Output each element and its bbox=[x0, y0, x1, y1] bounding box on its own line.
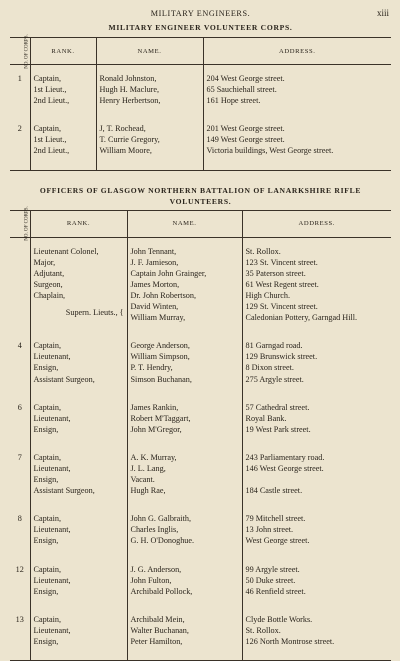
spacer-cell bbox=[242, 435, 391, 452]
spacer-cell bbox=[242, 547, 391, 564]
corps-number bbox=[10, 95, 30, 106]
address-cell: 146 West George street. bbox=[242, 463, 391, 474]
table-row bbox=[10, 374, 391, 385]
corps-number bbox=[10, 134, 30, 145]
rank-cell: Ensign, bbox=[30, 362, 127, 373]
address-cell: 79 Mitchell street. bbox=[242, 513, 391, 524]
corps-number: 2 bbox=[17, 124, 22, 134]
spacer-cell bbox=[10, 323, 30, 340]
address-cell: Clyde Bottle Works. bbox=[242, 614, 391, 625]
spacer-cell bbox=[96, 157, 203, 171]
table-row bbox=[10, 625, 391, 636]
corps-number bbox=[10, 474, 30, 485]
rank-cell bbox=[30, 301, 127, 323]
corps-number: 7 bbox=[17, 452, 22, 462]
spacer-cell bbox=[10, 106, 30, 123]
name-cell: T. Currie Gregory, bbox=[96, 134, 203, 145]
rank-cell: Assistant Surgeon, bbox=[30, 485, 127, 496]
address-cell: Royal Bank. bbox=[242, 413, 391, 424]
address-cell: 8 Dixon street. bbox=[242, 362, 391, 373]
address-cell: 161 Hope street. bbox=[203, 95, 391, 106]
corps-number bbox=[10, 586, 30, 597]
corps-number bbox=[10, 145, 30, 156]
spacer-cell bbox=[10, 547, 30, 564]
spacer-row bbox=[10, 157, 391, 171]
address-cell: St. Rollox. bbox=[242, 246, 391, 257]
spacer-cell bbox=[127, 385, 242, 402]
spacer-cell bbox=[127, 435, 242, 452]
page-number: xiii bbox=[376, 8, 389, 18]
column-header-no: NO. OF CORPS. bbox=[10, 38, 30, 65]
spacer-cell bbox=[10, 435, 30, 452]
rank-cell: Ensign, bbox=[30, 474, 127, 485]
name-cell: Hugh H. Maclure, bbox=[96, 84, 203, 95]
rank-cell: Ensign, bbox=[30, 535, 127, 546]
corps-number: 6 bbox=[17, 402, 22, 412]
name-cell: P. T. Hendry, bbox=[127, 362, 242, 373]
table-row bbox=[10, 301, 391, 312]
rank-cell: 2nd Lieut., bbox=[30, 145, 96, 156]
rank-cell: Ensign, bbox=[30, 586, 127, 597]
spacer-row bbox=[10, 385, 391, 402]
spacer-cell bbox=[203, 106, 391, 123]
address-cell: 126 North Montrose street. bbox=[242, 636, 391, 647]
rank-cell: Lieutenant, bbox=[30, 351, 127, 362]
spacer-cell bbox=[30, 647, 127, 661]
name-cell: John Tennant, bbox=[127, 246, 242, 257]
rank-cell: Captain, bbox=[30, 614, 127, 625]
spacer-cell bbox=[242, 597, 391, 614]
corps-number bbox=[10, 535, 30, 546]
name-cell: Simson Buchanan, bbox=[127, 374, 242, 385]
rank-cell: Lieutenant, bbox=[30, 463, 127, 474]
spacer-cell bbox=[203, 65, 391, 74]
address-cell bbox=[242, 474, 391, 485]
corps-number bbox=[10, 84, 30, 95]
name-cell: William Moore, bbox=[96, 145, 203, 156]
name-cell: William Murray, bbox=[127, 312, 242, 323]
address-cell: 57 Cathedral street. bbox=[242, 402, 391, 413]
rank-cell: Captain, bbox=[30, 513, 127, 524]
spacer-row bbox=[10, 435, 391, 452]
rank-cell: Chaplain, bbox=[30, 290, 127, 301]
rank-cell: Major, bbox=[30, 257, 127, 268]
address-cell: 201 West George street. bbox=[203, 123, 391, 134]
spacer-row bbox=[10, 597, 391, 614]
corps-number: 1 bbox=[17, 74, 22, 83]
spacer-cell bbox=[30, 385, 127, 402]
rank-cell: Captain, bbox=[30, 402, 127, 413]
spacer-cell bbox=[242, 385, 391, 402]
table-row bbox=[10, 485, 391, 496]
name-cell: John Fulton, bbox=[127, 575, 242, 586]
table-row bbox=[10, 424, 391, 435]
rank-cell: 2nd Lieut., bbox=[30, 95, 96, 106]
name-cell: Walter Buchanan, bbox=[127, 625, 242, 636]
spacer-cell bbox=[242, 496, 391, 513]
table-row bbox=[10, 145, 391, 156]
spacer-cell bbox=[242, 237, 391, 246]
name-cell: Captain John Grainger, bbox=[127, 268, 242, 279]
rank-cell: Captain, bbox=[30, 73, 96, 84]
address-cell: 19 West Park street. bbox=[242, 424, 391, 435]
table-row bbox=[10, 614, 391, 625]
address-cell: 61 West Regent street. bbox=[242, 279, 391, 290]
address-cell: 99 Argyle street. bbox=[242, 564, 391, 575]
spacer-cell bbox=[127, 323, 242, 340]
rank-cell: 1st Lieut., bbox=[30, 84, 96, 95]
name-cell: J. L. Lang, bbox=[127, 463, 242, 474]
spacer-row bbox=[10, 323, 391, 340]
corps-number: 8 bbox=[17, 514, 22, 524]
corps-number bbox=[10, 424, 30, 435]
rank-cell: Adjutant, bbox=[30, 268, 127, 279]
table-header-row bbox=[10, 38, 391, 65]
table-row bbox=[10, 84, 391, 95]
corps-number bbox=[10, 374, 30, 385]
table-row bbox=[10, 474, 391, 485]
address-cell: Victoria buildings, West George street. bbox=[203, 145, 391, 156]
table-row bbox=[10, 257, 391, 268]
spacer-cell bbox=[96, 106, 203, 123]
corps-number bbox=[10, 463, 30, 474]
table-row bbox=[10, 535, 391, 546]
table-row bbox=[10, 564, 391, 575]
address-cell: St. Rollox. bbox=[242, 625, 391, 636]
name-cell: William Simpson, bbox=[127, 351, 242, 362]
running-head bbox=[10, 0, 391, 20]
table-row bbox=[10, 73, 391, 84]
spacer-cell bbox=[127, 647, 242, 661]
corps-number: 4 bbox=[17, 341, 22, 351]
address-cell: Caledonian Pottery, Garngad Hill. bbox=[242, 312, 391, 323]
address-cell: 204 West George street. bbox=[203, 73, 391, 84]
name-cell: Archibald Pollock, bbox=[127, 586, 242, 597]
spacer-cell bbox=[30, 496, 127, 513]
name-cell: James Rankin, bbox=[127, 402, 242, 413]
table-header-row bbox=[10, 210, 391, 237]
address-cell: 35 Paterson street. bbox=[242, 268, 391, 279]
corps-number: 13 bbox=[15, 614, 24, 624]
column-header-name: NAME. bbox=[96, 38, 203, 65]
spacer-cell bbox=[30, 106, 96, 123]
corps-number bbox=[10, 575, 30, 586]
corps-number bbox=[10, 246, 30, 257]
table-row bbox=[10, 413, 391, 424]
table-row bbox=[10, 524, 391, 535]
corps-number bbox=[10, 279, 30, 290]
address-cell: 149 West George street. bbox=[203, 134, 391, 145]
spacer-row bbox=[10, 106, 391, 123]
spacer-row bbox=[10, 65, 391, 74]
spacer-cell bbox=[127, 496, 242, 513]
spacer-cell bbox=[10, 597, 30, 614]
spacer-cell bbox=[242, 647, 391, 661]
spacer-cell bbox=[30, 65, 96, 74]
rank-cell: Lieutenant, bbox=[30, 625, 127, 636]
name-cell: Hugh Rae, bbox=[127, 485, 242, 496]
corps-number: 12 bbox=[15, 564, 24, 574]
address-cell: 81 Garngad road. bbox=[242, 340, 391, 351]
running-title: MILITARY ENGINEERS. bbox=[150, 9, 251, 18]
name-cell: Vacant. bbox=[127, 474, 242, 485]
rank-cell: 1st Lieut., bbox=[30, 134, 96, 145]
spacer-cell bbox=[96, 65, 203, 74]
corps-number bbox=[10, 257, 30, 268]
rank-cell: Ensign, bbox=[30, 636, 127, 647]
name-cell: Charles Inglis, bbox=[127, 524, 242, 535]
table-row bbox=[10, 362, 391, 373]
corps-number bbox=[10, 625, 30, 636]
table-row bbox=[10, 134, 391, 145]
column-header-name: NAME. bbox=[127, 210, 242, 237]
rank-cell: Captain, bbox=[30, 452, 127, 463]
spacer-row bbox=[10, 237, 391, 246]
spacer-cell bbox=[127, 237, 242, 246]
section2-title-line2: VOLUNTEERS. bbox=[169, 196, 232, 206]
spacer-cell bbox=[10, 647, 30, 661]
address-cell: High Church. bbox=[242, 290, 391, 301]
table-row bbox=[10, 340, 391, 351]
spacer-cell bbox=[203, 157, 391, 171]
corps-number bbox=[10, 413, 30, 424]
address-cell: 129 Brunswick street. bbox=[242, 351, 391, 362]
address-cell: West George street. bbox=[242, 535, 391, 546]
rank-cell: Captain, bbox=[30, 340, 127, 351]
column-header-no: NO. OF CORPS. bbox=[10, 210, 30, 237]
corps-number bbox=[10, 290, 30, 301]
spacer-cell bbox=[242, 323, 391, 340]
name-cell: Peter Hamilton, bbox=[127, 636, 242, 647]
name-cell: A. K. Murray, bbox=[127, 452, 242, 463]
column-header-address: ADDRESS. bbox=[242, 210, 391, 237]
name-cell: John M'Gregor, bbox=[127, 424, 242, 435]
corps-number bbox=[10, 485, 30, 496]
rank-cell: Surgeon, bbox=[30, 279, 127, 290]
table-row bbox=[10, 95, 391, 106]
name-cell: Dr. John Robertson, bbox=[127, 290, 242, 301]
spacer-cell bbox=[127, 597, 242, 614]
rank-cell: Captain, bbox=[30, 123, 96, 134]
rank-cell: Lieutenant, bbox=[30, 575, 127, 586]
spacer-cell bbox=[30, 547, 127, 564]
column-header-rank: RANK. bbox=[30, 38, 96, 65]
column-header-address: ADDRESS. bbox=[203, 38, 391, 65]
address-cell: 123 St. Vincent street. bbox=[242, 257, 391, 268]
name-cell: J. F. Jamieson, bbox=[127, 257, 242, 268]
spacer-row bbox=[10, 496, 391, 513]
corps-number bbox=[10, 301, 30, 312]
spacer-cell bbox=[30, 597, 127, 614]
table-row bbox=[10, 268, 391, 279]
corps-number bbox=[10, 312, 30, 323]
name-cell: J. G. Anderson, bbox=[127, 564, 242, 575]
spacer-cell bbox=[10, 385, 30, 402]
brace-symbol: { bbox=[119, 307, 124, 317]
rank-cell: Lieutenant, bbox=[30, 413, 127, 424]
section1-title: MILITARY ENGINEER VOLUNTEER CORPS. bbox=[108, 23, 293, 32]
name-cell: John G. Galbraith, bbox=[127, 513, 242, 524]
address-cell: 184 Castle street. bbox=[242, 485, 391, 496]
corps-number bbox=[10, 362, 30, 373]
engineer-corps-rows bbox=[10, 65, 391, 171]
address-cell: 50 Duke street. bbox=[242, 575, 391, 586]
name-cell: Henry Herbertson, bbox=[96, 95, 203, 106]
table-row bbox=[10, 290, 391, 301]
column-header-rank: RANK. bbox=[30, 210, 127, 237]
spacer-cell bbox=[30, 435, 127, 452]
name-cell: George Anderson, bbox=[127, 340, 242, 351]
rifle-volunteers-table bbox=[10, 206, 391, 661]
corps-number bbox=[10, 351, 30, 362]
address-cell: 243 Parliamentary road. bbox=[242, 452, 391, 463]
rank-cell: Ensign, bbox=[30, 424, 127, 435]
name-cell: G. H. O'Donoghue. bbox=[127, 535, 242, 546]
name-cell: Ronald Johnston, bbox=[96, 73, 203, 84]
corps-number bbox=[10, 524, 30, 535]
name-cell: Robert M'Taggart, bbox=[127, 413, 242, 424]
name-cell: James Morton, bbox=[127, 279, 242, 290]
address-cell: 275 Argyle street. bbox=[242, 374, 391, 385]
name-cell: Archibald Mein, bbox=[127, 614, 242, 625]
table-row bbox=[10, 351, 391, 362]
spacer-row bbox=[10, 547, 391, 564]
address-cell: 46 Renfield street. bbox=[242, 586, 391, 597]
spacer-cell bbox=[30, 237, 127, 246]
rifle-volunteers-rows bbox=[10, 237, 391, 661]
section2-title-line1: OFFICERS OF GLASGOW NORTHERN BATTALION OF LANARKSHIRE RIFLE bbox=[39, 185, 362, 195]
table-row bbox=[10, 636, 391, 647]
table-row bbox=[10, 463, 391, 474]
rank-cell: Assistant Surgeon, bbox=[30, 374, 127, 385]
table-row bbox=[10, 575, 391, 586]
rank-cell: Lieutenant Colonel, bbox=[30, 246, 127, 257]
supern-lieuts-label: Supern. Lieuts., bbox=[65, 307, 118, 317]
table-row bbox=[10, 123, 391, 134]
table-row bbox=[10, 279, 391, 290]
corps-number bbox=[10, 636, 30, 647]
table-row bbox=[10, 246, 391, 257]
spacer-cell bbox=[127, 547, 242, 564]
engineer-corps-table bbox=[10, 33, 391, 171]
spacer-cell bbox=[10, 496, 30, 513]
spacer-row bbox=[10, 647, 391, 661]
table-row bbox=[10, 452, 391, 463]
spacer-cell bbox=[30, 157, 96, 171]
corps-number bbox=[10, 268, 30, 279]
rank-cell: Lieutenant, bbox=[30, 524, 127, 535]
name-cell: J, T. Rochead, bbox=[96, 123, 203, 134]
address-cell: 65 Sauchiehall street. bbox=[203, 84, 391, 95]
spacer-cell bbox=[10, 157, 30, 171]
table-row bbox=[10, 586, 391, 597]
table-row bbox=[10, 402, 391, 413]
table-row bbox=[10, 513, 391, 524]
rank-cell: Captain, bbox=[30, 564, 127, 575]
spacer-cell bbox=[30, 323, 127, 340]
address-cell: 13 John street. bbox=[242, 524, 391, 535]
name-cell: David Winten, bbox=[127, 301, 242, 312]
address-cell: 129 St. Vincent street. bbox=[242, 301, 391, 312]
